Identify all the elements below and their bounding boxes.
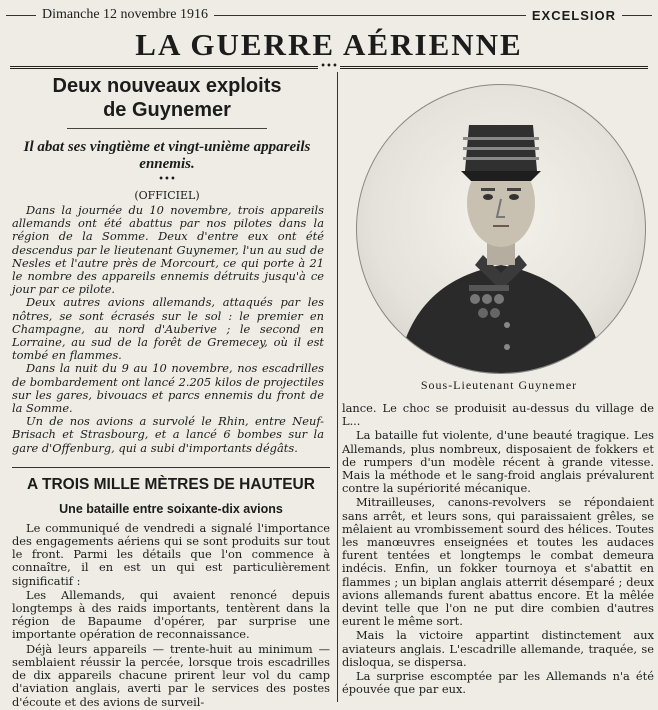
portrait-frame: [356, 84, 644, 374]
article-paragraph: Dans la nuit du 9 au 10 novembre, nos escadrilles de bombardement ont lancé 2.205 kilos de projectiles sur les gares, bivouacs et parcs ennemis du front de la Somme.: [12, 361, 324, 416]
newspaper-name: EXCELSIOR: [531, 7, 616, 23]
article2-paragraph: lance. Le choc se produisit au-dessus du village de L...: [342, 401, 654, 429]
headline-line-1: Deux nouveaux exploits: [52, 75, 282, 97]
article2-paragraph: Le communiqué de vendredi a signalé l'importance des engagements aériens qui se sont produits sur tout le front. Parmi les détails que l'on commence à connaître, il en est un qui est particulièrement significatif :: [12, 520, 330, 588]
article-paragraph: Un de nos avions a survolé le Rhin, entre Neuf-Brisach et Strasbourg, et a lancé 6 bombes sur la gare d'Offenburg, qui a subi d'importants dégâts.: [12, 414, 324, 455]
section-title: LA GUERRE AÉRIENNE: [135, 27, 523, 62]
column-divider: [337, 72, 338, 702]
portrait-illustration: [357, 85, 645, 373]
article2-paragraph: Mitrailleuses, canons-revolvers se répondaient sans arrêt, et leurs sons, qui paraissaient grêles, se mêlaient au vrombissement sourd des hélices. Toutes les manœuvres enseignées et toutes les audaces furent tentées et longtemps le combat demeura indécis. Enfin, un fokker tournoya et s'abattit en flammes ; un biplan anglais atterrit désemparé ; deux avions allemands furent abattus encore. Et la mêlée devint telle que l'on ne put dire combien d'autres eurent le même sort.: [342, 495, 654, 629]
portrait-photo: [356, 84, 646, 374]
header-rule-left: [6, 15, 36, 16]
ornament-dots: •••: [318, 62, 340, 72]
left-column: [12, 74, 332, 710]
separator-dots: •••: [158, 174, 176, 185]
headline-line-2: de Guynemer: [103, 99, 231, 121]
photo-caption: Sous-Lieutenant Guynemer: [420, 378, 578, 392]
official-label: (OFFICIEL): [134, 189, 200, 202]
article2-paragraph: Mais la victoire appartint distinctement aux aviateurs anglais. L'escadrille allemande, traquée, se disloqua, se dispersa.: [342, 628, 654, 669]
right-column: [342, 402, 654, 697]
separator-dots: [67, 128, 267, 129]
header-rule-middle: [214, 15, 526, 16]
article2-paragraph: Les Allemands, qui avaient renoncé depuis longtemps à des raids importants, tentèrent dans la région de Bapaume d'opérer, par surprise une importante opération de reconnaissance.: [12, 587, 330, 642]
article2-paragraph: Déjà leurs appareils — trente-huit au minimum — semblaient réussir la percée, lorsque trois escadrilles de dix appareils chacune prirent leur vol du camp d'aviation anglais, averti par le services des postes d'écoute et des avions de surveil-: [12, 641, 330, 709]
article2-paragraph: La surprise escomptée par les Allemands n'a été épouvée que par eux.: [342, 669, 654, 697]
article-headline: [12, 74, 322, 122]
article-subhead: Il abat ses vingtième et vingt-unième appareils ennemis.: [23, 139, 311, 172]
article-paragraph: Dans la journée du 10 novembre, trois appareils allemands ont été abattus par nos pilotes dans la région de la Somme. Deux d'entre eux ont été descendus par le lieutenant Guynemer, l'un au sud de Nesles et l'autre près de Morcourt, ce qui porte à 21 le nombre des appareils ennemis détruits jusqu'à ce jour par ce pilote.: [12, 203, 324, 297]
article2-paragraph: La bataille fut violente, d'une beauté tragique. Les Allemands, plus nombreux, disposaient de fokkers et de rumpers d'un modèle récent à grande vitesse. Mais la méthode et le sang-froid anglais prévalurent contre la supériorité mécanique.: [342, 428, 654, 496]
page-header: [6, 6, 652, 24]
article-paragraph: Deux autres avions allemands, attaqués par les nôtres, se sont écrasés sur le sol : le premier en Champagne, au nord d'Auberive ; le second en Lorraine, au sud de la forêt de Gremecey, où il est tombé en flammes.: [12, 295, 324, 363]
article2-subhead: Une bataille entre soixante-dix avions: [59, 501, 283, 516]
issue-date: Dimanche 12 novembre 1916: [42, 7, 209, 22]
header-rule-right: [622, 15, 652, 16]
article2-heading: A TROIS MILLE MÈTRES DE HAUTEUR: [12, 467, 330, 494]
